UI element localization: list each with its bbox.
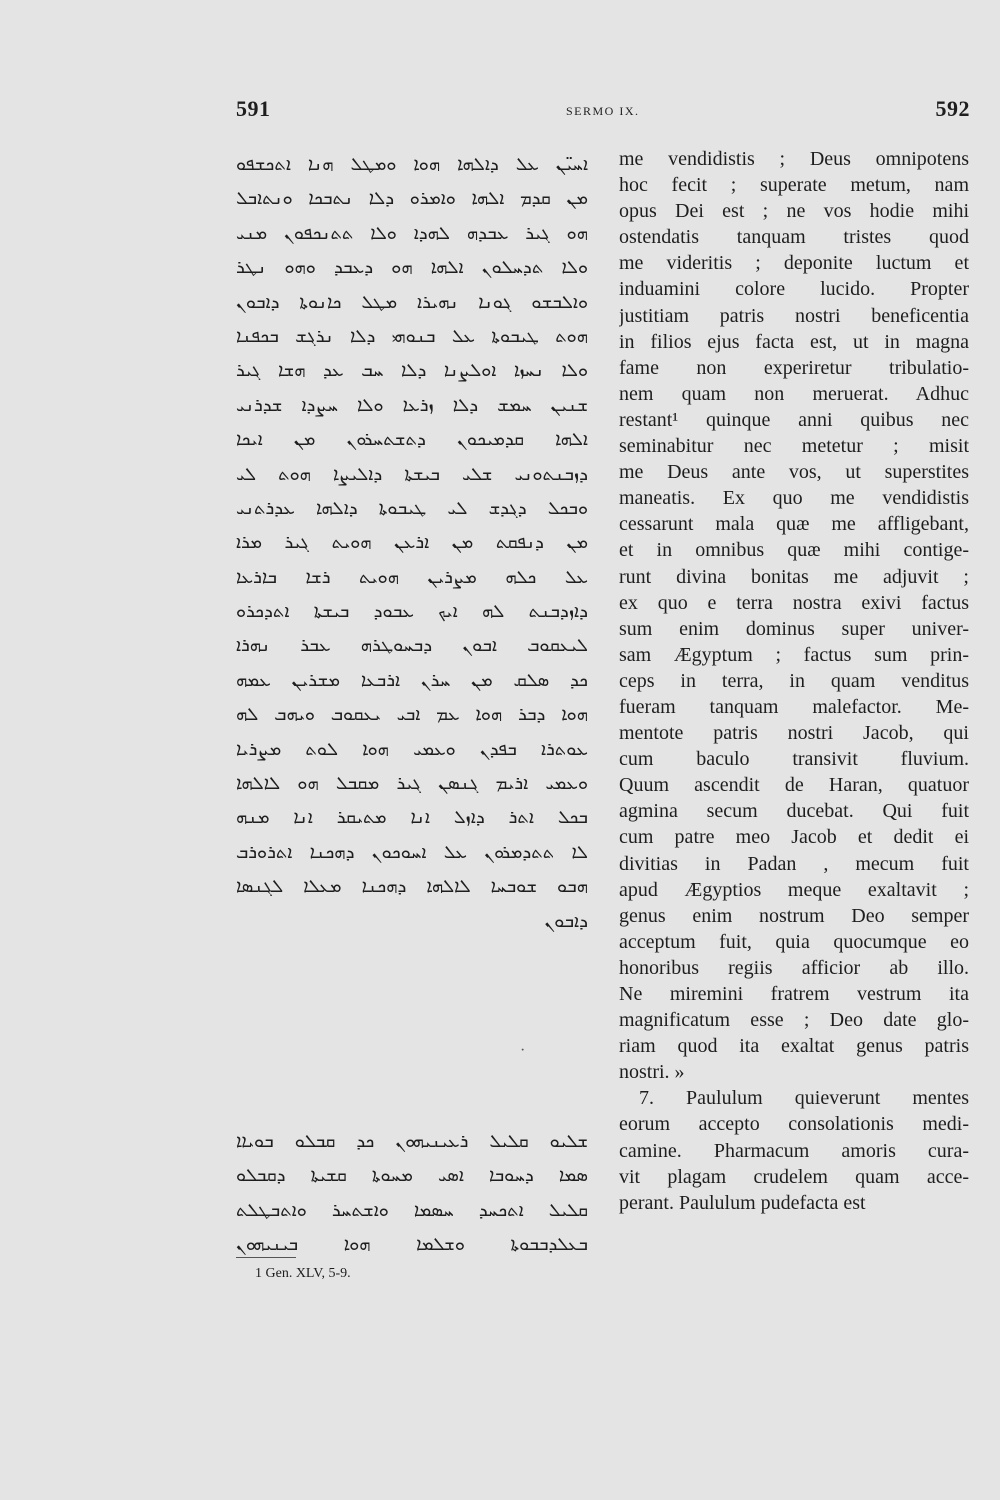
syriac-line: ܘܒܟܠ ܕܓܕܫ ܠܝ ܛܝܒܘܬܐ ܕܐܠܗܐ ܥܕܪܬܢܝ [236,497,588,519]
latin-line: camine. Pharmacum amoris cura- [619,1139,969,1162]
syriac-line: ܐܠܗܐ ܩܕܡܝܟܘܢ ܕܬܫܬܚܪܘܢ ܡܢ ܐܝܟܐ [236,429,588,451]
latin-line: et in omnibus quæ mihi contige- [619,539,969,562]
latin-line: hoc fecit ; superate metum, nam [619,174,969,197]
syriac-line: ܘܠܐ ܬܕܚܠܘܢ ܐܠܗܐ ܗܘ ܕܥܒܕ ܘܗܘ ܢܛܪ [236,257,588,279]
latin-line: cum baculo transivit fluvium. [619,748,969,771]
latin-line: cessarunt mala quæ me affligebant, [619,513,969,536]
syriac-line: ܩܠܝܠ ܐܬܟܚܕ ܚܣܡܐ ܘܐܫܬܚܪ ܘܐܬܒܛܠܬ [236,1199,588,1221]
syriac-line: ܒܥܠܕܒܒܘܬܐ ܘܫܠܡܐ ܗܘܐ ܒܝܢܝܗܘܢ [236,1234,588,1256]
latin-line: apud Ægyptios meque exaltavit ; [619,878,969,901]
latin-line: sum enim dominus super univer- [619,617,969,640]
latin-line: genus enim nostrum Deo semper [619,904,969,927]
syriac-line: ܕܐܒܘܢ [544,910,588,932]
latin-line: riam quod ita exaltat genus patris [619,1035,969,1058]
latin-line: ostendatis tanquam tristes quod [619,226,969,249]
syriac-line: ܗܘܬ ܛܝܒܘܬܐ ܥܠ ܒܢܘܗܝ ܕܠܐ ܢܪܓܫ ܒܟܦܢܐ [236,325,588,347]
syriac-line: ܘܐܠܒܫܘ ܓܘܢܐ ܢܗܝܪܐ ܡܛܠ ܟܐܢܘܬܐ ܕܐܒܘܢ [236,291,588,313]
syriac-line: ܠܝܥܩܘܒ ܐܒܘܢ ܕܒܚܘܛܪܗ ܥܒܪ ܢܗܪܐ [236,635,588,657]
syriac-text-main [236,148,588,939]
latin-line: restant¹ quinque anni quibus nec [619,408,969,431]
latin-line: nem quam non meruerat. Adhuc [619,382,969,405]
syriac-line: ܠܐ ܬܬܕܡܪܘܢ ܥܠ ܐܚܘܟܘܢ ܕܗܟܢܐ ܐܬܪܘܪܒ [236,841,588,863]
latin-line: mentote patris nostri Jacob, qui [619,722,969,745]
latin-line: honoribus regiis afficior ab illo. [619,956,969,979]
section-ornament: · [520,1042,526,1059]
syriac-line: ܒܟܠ ܐܬܪ ܕܐܙܠ ܐܢܐ ܡܬܝܩܪ ܐܢܐ ܡܢܗ [236,807,588,829]
latin-line: induamini colore lucido. Propter [619,278,969,301]
syriac-text-second [236,1125,588,1263]
syriac-line: ܫܠܝܘ ܩܠܝܠ ܪܥܝܢܝܗܘܢ ܟܕ ܩܒܠܘ ܒܘܝܐܐ [236,1131,588,1152]
latin-line: ceps in terra, in quam venditus [619,669,969,692]
latin-line: perant. Paululum pudefacta est [619,1191,866,1214]
latin-line: opus Dei est ; ne vos hodie mihi [619,200,969,223]
latin-line: me Deus ante vos, ut superstites [619,461,969,484]
syriac-line: ܘܠܐ ܢܚܙܐ ܐܘܠܨܢܐ ܕܠܐ ܚܒ ܥܕ ܗܫܐ ܓܝܪ [236,360,588,382]
footnote-rule [236,1257,296,1258]
latin-line: in filios ejus facta est, ut in magna [619,330,969,353]
latin-line: cum patre meo Jacob et dedit ei [619,826,969,849]
page-number-right: 592 [935,96,970,121]
latin-line: vit plagam crudelem quam acce- [619,1165,969,1188]
syriac-line: ܗܘܐ ܕܒܪ ܗܘܐ ܥܡ ܐܒܝ ܝܥܩܘܒ ܘܝܗܒ ܠܗ [236,704,588,726]
latin-line: maneatis. Ex quo me vendidistis [619,487,969,510]
latin-line: me vendidistis ; Deus omnipotens [619,148,969,170]
syriac-line: ܡܢ ܕܢܦܩܬ ܡܢ ܐܪܥܢ ܗܘܝܬ ܓܝܪ ܡܪܐ [236,532,588,554]
syriac-line: ܣܡܐ ܕܚܘܒܐ ܐܣܝ ܡܚܘܬܐ ܩܫܝܬܐ ܕܩܒܠܘ [236,1165,588,1187]
syriac-line: ܕܐܙܕܒܢܬ ܠܗ ܐܝܟ ܥܒܘܕ ܒܝܫܬܐ ܐܬܕܟܪܘ [236,601,588,623]
latin-line: runt divina bonitas me adjuvit ; [619,565,969,588]
latin-line: 7. Paululum quieverunt mentes [639,1087,969,1110]
latin-line: Quum ascendit de Haran, quatuor [619,774,969,797]
latin-line: justitiam patris nostri beneficentia [619,304,969,327]
latin-line: acceptum fuit, quia quocumque eo [619,930,969,953]
page-number-left: 591 [236,96,271,121]
syriac-line: ܗܘ ܓܝܪ ܥܒܕܗ ܠܗܕܐ ܘܠܐ ܬܬܢܟܦܘܢ ܡܢܝ [236,222,588,244]
syriac-line: ܘܥܡܝ ܐܪܝܡ ܓܢܣܢ ܓܝܪ ܡܩܒܠ ܗܘ ܠܐܠܗܐ [236,773,588,795]
latin-line: sam Ægyptum ; factus sum prin- [619,643,969,666]
latin-line: eorum accepto consolationis medi- [619,1113,969,1136]
latin-line: fueram tanquam malefactor. Me- [619,695,969,718]
syriac-line: ܕܙܒܢܬܘܢܝ ܫܠܝ ܒܝܫܬܐ ܕܐܠܝܨܐ ܗܘܬ ܠܝ [236,463,588,485]
syriac-line: ܥܠ ܟܠܗ ܡܨܪܝܢ ܗܘܝܬ ܪܫܐ ܒܐܪܥܐ [236,566,588,588]
latin-line: magnificatum esse ; Deo date glo- [619,1009,969,1032]
latin-translation-column [619,146,969,1216]
running-head: SERMO IX. [566,104,640,118]
syriac-line: ܫܢܝܢ ܚܡܫ ܕܠܐ ܙܪܥܐ ܘܠܐ ܚܨܕܐ ܫܕܪܢܝ [236,394,588,416]
latin-line: agmina secum ducebat. Qui fuit [619,800,969,823]
latin-line: Ne miremini fratrem vestrum ita [619,983,969,1005]
latin-line: divitias in Padan , mecum fuit [619,852,969,875]
latin-line: nostri. » [619,1061,685,1084]
latin-line: seminabitur nec metetur ; misit [619,435,969,458]
latin-line: fame non experiretur tribulatio- [619,356,969,379]
syriac-line: ܐܚܝ̈ܢ ܥܠ ܕܐܠܗܐ ܗܘܐ ܘܡܛܠ ܗܢܐ ܐܬܟܫܦܘ [236,154,588,175]
syriac-line: ܥܘܬܪܐ ܒܦܕܢ ܘܥܡܝ ܗܘܐ ܠܘܬ ܡܨܪܝܐ [236,738,588,760]
syriac-line: ܗܒܘ ܫܘܒܚܐ ܠܐܠܗܐ ܕܗܟܢܐ ܡܥܠܐ ܠܓܢܣܐ [236,876,588,898]
syriac-line: ܡܢ ܩܕܡ ܐܠܗܐ ܘܐܡܪܘ ܕܠܐ ܢܬܒܟܐ ܘܢܬܐܒܠ [236,188,588,210]
footnote: 1 Gen. XLV, 5-9. [255,1266,351,1281]
latin-line: me videritis ; deponite luctum et [619,252,969,275]
latin-line: ex quo e terra nostra exivi factus [619,591,969,614]
syriac-line: ܟܕ ܣܠܩ ܡܢ ܚܪܢ ܐܪܒܥܐ ܡܫܪܝܢ ܥܡܗ [236,669,588,691]
